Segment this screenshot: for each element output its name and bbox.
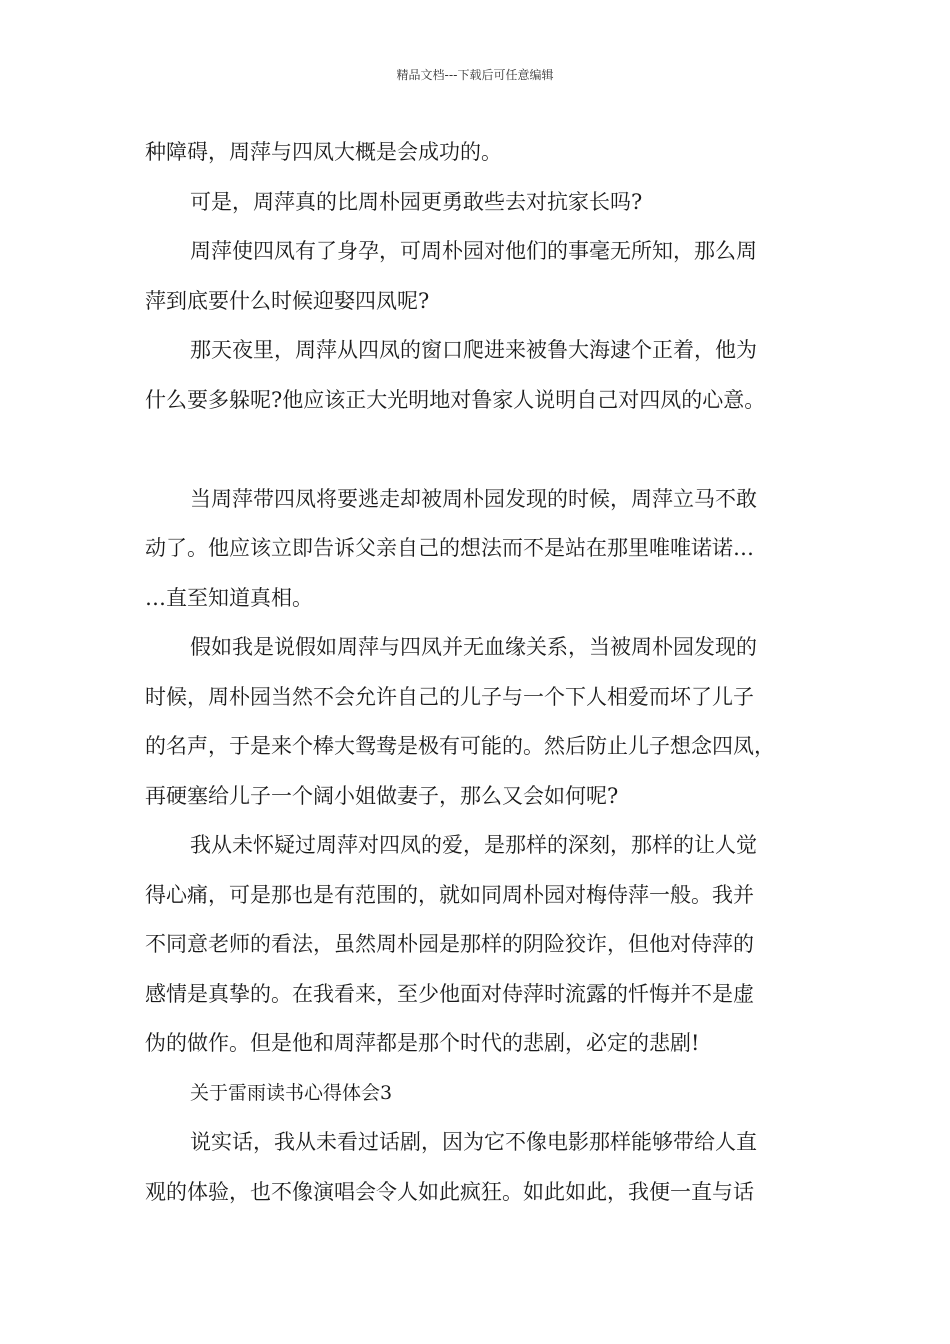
paragraph-line: 周萍使四凤有了身孕，可周朴园对他们的事毫无所知，那么周 — [190, 239, 757, 263]
paragraph-line: 观的体验，也不像演唱会令人如此疯狂。如此如此，我便一直与话 — [145, 1179, 754, 1204]
paragraph-line: 种障碍，周萍与四凤大概是会成功的。 — [145, 140, 502, 164]
paragraph-line: 那天夜里，周萍从四凤的窗口爬进来被鲁大海逮个正着，他为 — [190, 338, 757, 362]
paragraph-line: 当周萍带四凤将要逃走却被周朴园发现的时候，周萍立马不敢 — [190, 486, 757, 511]
paragraph-line: 假如我是说假如周萍与四凤并无血缘关系，当被周朴园发现的 — [190, 635, 757, 659]
paragraph-line: 萍到底要什么时候迎娶四凤呢? — [145, 288, 430, 313]
page-header: 精品文档---下载后可任意编辑 — [396, 68, 554, 82]
paragraph-line: 感情是真挚的。在我看来，至少他面对侍萍时流露的忏悔并不是虚 — [145, 981, 754, 1006]
blank-line — [145, 425, 825, 475]
paragraph-line: 的名声，于是来个棒大鸳鸯是极有可能的。然后防止儿子想念四凤， — [145, 734, 775, 758]
paragraph-line: 再硬塞给儿子一个阔小姐做妻子，那么又会如何呢? — [145, 783, 619, 808]
paragraph-line: 什么要多躲呢?他应该正大光明地对鲁家人说明自己对四凤的心意。 — [145, 387, 766, 412]
paragraph-line: 不同意老师的看法，虽然周朴园是那样的阴险狡诈，但他对侍萍的 — [145, 932, 754, 956]
section-heading: 关于雷雨读书心得体会3 — [190, 1081, 393, 1104]
paragraph-line: 伪的做作。但是他和周萍都是那个时代的悲剧，必定的悲剧! — [145, 1031, 700, 1055]
paragraph-line: 时候，周朴园当然不会允许自己的儿子与一个下人相爱而坏了儿子 — [145, 684, 754, 709]
paragraph-line: 可是，周萍真的比周朴园更勇敢些去对抗家长吗? — [190, 189, 643, 214]
paragraph-line: …直至知道真相。 — [145, 585, 313, 610]
document-body — [145, 128, 825, 1217]
paragraph-line: 动了。他应该立即告诉父亲自己的想法而不是站在那里唯唯诺诺… — [145, 536, 754, 560]
paragraph-line: 得心痛，可是那也是有范围的，就如同周朴园对梅侍萍一般。我并 — [145, 882, 754, 907]
paragraph-line: 我从未怀疑过周萍对四凤的爱，是那样的深刻，那样的让人觉 — [190, 833, 757, 857]
paragraph-line: 说实话，我从未看过话剧，因为它不像电影那样能够带给人直 — [190, 1130, 757, 1154]
